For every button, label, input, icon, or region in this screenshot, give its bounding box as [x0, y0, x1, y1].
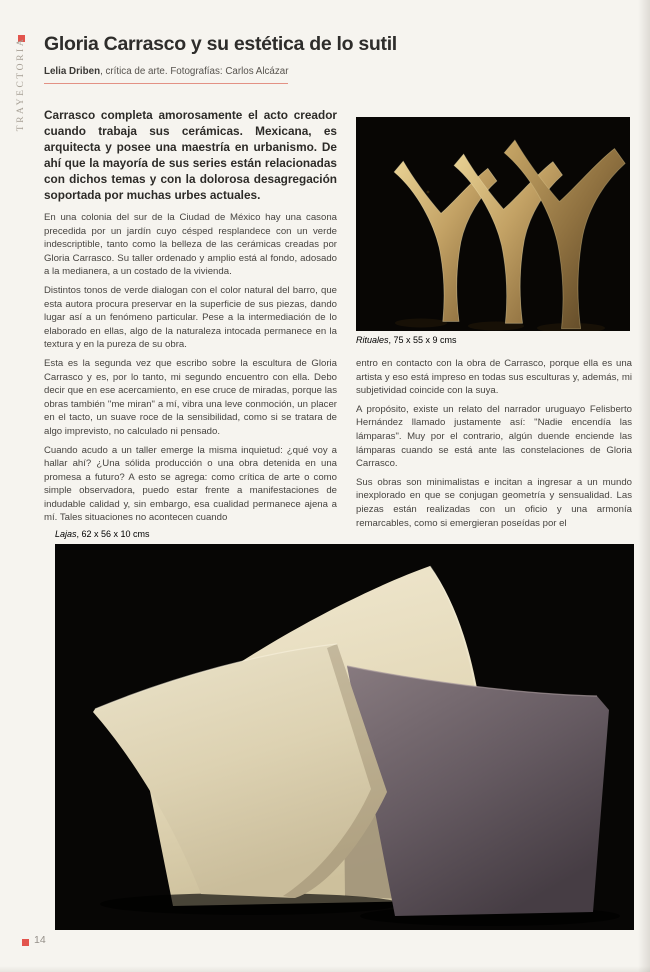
paragraph: Cuando acudo a un taller emerge la misma inquietud: ¿qué voy a hallar ahí? ¿Una sólida producción o una obra detenida en una promesa a futuro? A esto se agrega: como crítica de arte o como simple observadora, puedo estar frente a manifestaciones de indudable calidad y, sin embargo, esa cualidad permanece ajena a mí. Tales situaciones no acontecen cuando: [44, 444, 337, 524]
paragraph: Esta es la segunda vez que escribo sobre la escultura de Gloria Carrasco y es, por lo tanto, mi segundo encuentro con ella. Debo decir que en ese acercamiento, en ese cruce de miradas, porque las obras también "me miran" a mí, vibra una leve conmoción, un placer en el tacto, un suave roce de la sensibilidad, como si se tratara de algo imprevisto, no calculado ni pensado.: [44, 357, 337, 437]
page-title: Gloria Carrasco y su estética de lo sutil: [44, 33, 397, 55]
paragraph: En una colonia del sur de la Ciudad de México hay una casona precedida por un jardín cuyo césped resplandece con un verde indescriptible, tanto como la belleza de las cerámicas creadas por Gloria Carrasco. Su taller ordenado y amplio está al fondo, adosado a la medianera, a un costado de la vivienda.: [44, 212, 337, 278]
rituales-sculpture-illustration: [356, 117, 630, 331]
paragraph: Distintos tonos de verde dialogan con el color natural del barro, que esta autora procura preservar en la superficie de sus piezas, dando lugar así a un fenómeno particular. Pese a la intermediación de lo elaborado en ellas, algo de la naturaleza intocada permanece en la textura y en la pureza de su obra.: [44, 284, 337, 351]
scan-shadow-right: [638, 0, 650, 972]
photo-rituales: [356, 117, 630, 331]
byline-credits: , crítica de arte. Fotografías: Carlos Alcázar: [100, 66, 289, 77]
paragraph: Sus obras son minimalistas e incitan a ingresar a un mundo inexplorado en que se conjugan geometría y sensualidad. Las piezas están realizadas con un oficio y una armonía remarcables, como si emergieran poseídas por el: [356, 476, 632, 529]
article-right-column: [356, 357, 632, 535]
caption-rituales: [356, 335, 457, 345]
article-left-column: [44, 211, 337, 530]
caption-lajas-title: Lajas: [55, 529, 77, 539]
scan-shadow-bottom: [0, 966, 650, 972]
article-intro: Carrasco completa amorosamente el acto creador cuando trabaja sus cerámicas. Mexicana, es arquitecta y posee una maestría en urbanismo. De ahí que la mayoría de sus series están relacionadas con dichos temas y con la dolorosa desagregación soportada por muchas urbes actuales.: [44, 108, 337, 202]
byline: [44, 66, 288, 84]
paragraph: entro en contacto con la obra de Carrasco, porque ella es una artista y eso está impreso en todas sus esculturas y, además, mi subjetividad coincide con la suya.: [356, 358, 632, 397]
byline-author: Lelia Driben: [44, 66, 101, 77]
footer-accent-square: [22, 939, 29, 946]
paragraph: A propósito, existe un relato del narrador uruguayo Felisberto Hernández llamado justamente así: "Nadie encendía las lámparas". Muy por el contrario, algún duende enciende las lámparas cuando se está ante las constelaciones de Gloria Carrasco.: [356, 403, 632, 470]
photo-lajas: [55, 544, 634, 930]
caption-lajas: [55, 529, 150, 539]
page-number: 14: [34, 934, 46, 946]
photo-black-background: [356, 117, 630, 331]
caption-rituales-title: Rituales: [356, 335, 389, 345]
section-label-vertical: TRAYECTORIA: [16, 36, 26, 132]
caption-rituales-dims: , 75 x 55 x 9 cms: [388, 335, 457, 345]
lajas-sculpture-illustration: [55, 544, 634, 930]
caption-lajas-dims: , 62 x 56 x 10 cms: [76, 529, 150, 539]
